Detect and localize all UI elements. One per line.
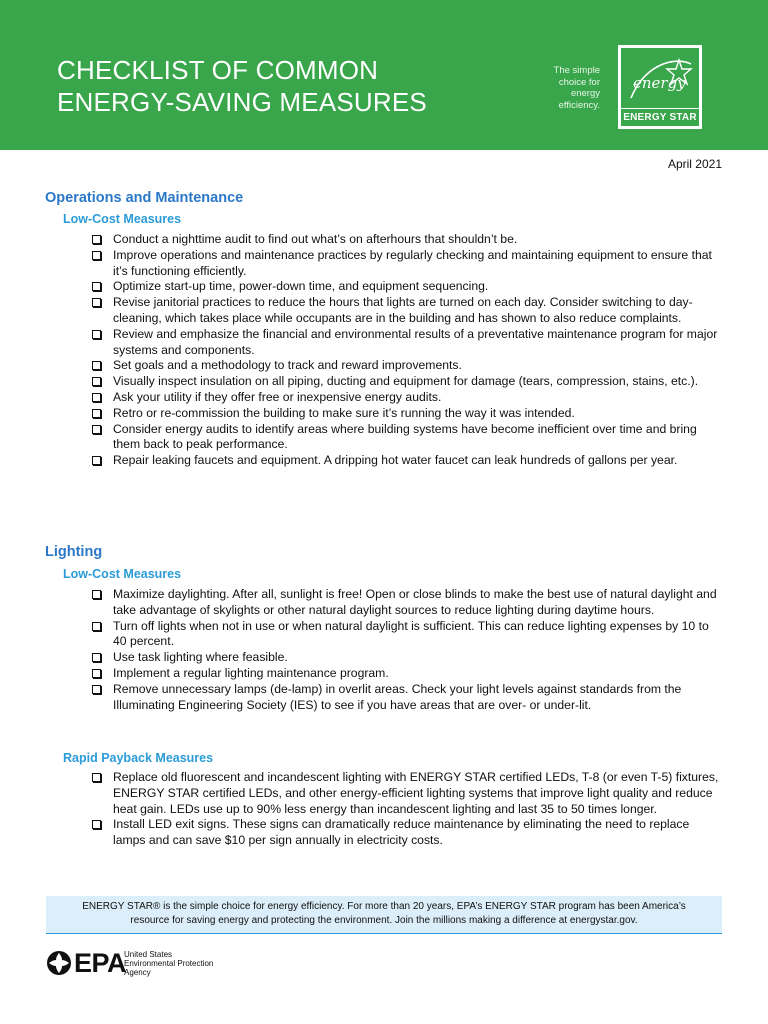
header-banner xyxy=(0,0,768,150)
checkbox-icon xyxy=(92,653,101,662)
checklist-item-text: Turn off lights when not in use or when natural daylight is sufficient. This can reduce lighting expenses by 10 to 40 percent. xyxy=(113,618,709,649)
checklist-item-text: Replace old fluorescent and incandescent lighting with ENERGY STAR certified LEDs, T-8 (or even T-5) fixtures, ENERGY STAR certified LEDs, and other energy-efficient lighting systems that improve light quality and reduce heat gain. LEDs use up to 90% less energy than incandescent lighting and last 35 to 50 times longer. xyxy=(113,770,719,816)
checklist-item-text: Review and emphasize the financial and environmental results of a preventative maintenance program for major systems and components. xyxy=(113,326,718,357)
checklist-item-text: Implement a regular lighting maintenance program. xyxy=(113,665,389,680)
checkbox-icon xyxy=(92,235,101,244)
checklist-item xyxy=(92,232,724,248)
checklist-item-text: Use task lighting where feasible. xyxy=(113,650,288,665)
checkbox-icon xyxy=(92,773,101,782)
energy-star-logo xyxy=(618,45,702,129)
checklist-item xyxy=(92,295,724,327)
checklist-item xyxy=(92,587,724,619)
epa-flower-icon xyxy=(46,950,72,976)
checkbox-icon xyxy=(92,330,101,339)
checkbox-icon xyxy=(92,456,101,465)
section-title-lighting: Lighting xyxy=(45,544,103,560)
title-line-2: ENERGY-SAVING MEASURES xyxy=(57,87,427,117)
subheading-operations-low-cost: Low-Cost Measures xyxy=(63,212,182,226)
epa-wordmark: EPA xyxy=(74,948,127,978)
checklist-item xyxy=(92,817,724,849)
checklist-item-text: Visually inspect insulation on all piping, ducting and equipment for damage (tears, compression, stains, etc.). xyxy=(113,374,699,389)
checklist-item-text: Repair leaking faucets and equipment. A dripping hot water faucet can leak hundreds of gallons per year. xyxy=(113,453,678,468)
checklist-item-text: Retro or re-commission the building to make sure it’s running the way it was intended. xyxy=(113,405,575,420)
tagline-line-1: The simple xyxy=(553,65,600,76)
checkbox-icon xyxy=(92,669,101,678)
checklist-item xyxy=(92,453,724,469)
checklist-item-text: Revise janitorial practices to reduce the hours that lights are turned on each day. Consider switching to day-cleaning, which takes place while occupants are in the building and has shown to also reduce complaints. xyxy=(113,295,693,325)
energy-star-tagline xyxy=(520,65,600,111)
title-line-1: CHECKLIST OF COMMON xyxy=(57,55,379,85)
agency-line-1: United States xyxy=(124,950,173,959)
epa-agency-name xyxy=(124,950,244,977)
checklist-item xyxy=(92,619,724,651)
checklist-item-text: Improve operations and maintenance practices by regularly checking and maintaining equipment to ensure that it’s functioning efficiently. xyxy=(113,247,712,278)
energy-script-mark: energy xyxy=(633,74,686,92)
energy-star-label: ENERGY STAR xyxy=(621,108,699,126)
tagline-line-3: energy xyxy=(570,88,600,99)
checkbox-icon xyxy=(92,361,101,370)
footer-line-1: ENERGY STAR® is the simple choice for energy efficiency. For more than 20 years, EPA’s ENERGY STAR program has been America’s xyxy=(82,901,686,912)
checklist-item xyxy=(92,650,724,666)
section-title-operations: Operations and Maintenance xyxy=(45,190,244,206)
checkbox-icon xyxy=(92,377,101,386)
checkbox-icon xyxy=(92,393,101,402)
checklist-item-text: Ask your utility if they offer free or inexpensive energy audits. xyxy=(113,389,442,404)
checkbox-icon xyxy=(92,590,101,599)
tagline-line-4: efficiency. xyxy=(558,99,600,111)
checklist-item-text: Remove unnecessary lamps (de-lamp) in overlit areas. Check your light levels against standards from the Illuminating Engineering Society (IES) to see if you have areas that are over- or under-lit. xyxy=(113,681,682,712)
checkbox-icon xyxy=(92,425,101,434)
page-title xyxy=(57,54,427,118)
publication-date: April 2021 xyxy=(667,157,722,171)
agency-line-3: Agency xyxy=(124,968,151,977)
checklist-item-text: Optimize start-up time, power-down time, and equipment sequencing. xyxy=(113,279,489,294)
checklist-item xyxy=(92,770,724,817)
footer-line-2: resource for saving energy and protecting the environment. Join the millions making a difference at energystar.gov. xyxy=(130,915,638,926)
checklist-item-text: Consider energy audits to identify areas where building systems have become inefficient over time and bring them back to peak performance. xyxy=(113,421,697,452)
checklist-item xyxy=(92,422,724,454)
checkbox-icon xyxy=(92,820,101,829)
checklist-item xyxy=(92,279,724,295)
checklist-item xyxy=(92,327,724,359)
checklist-item xyxy=(92,406,724,422)
checklist-item xyxy=(92,390,724,406)
checkbox-icon xyxy=(92,282,101,291)
subheading-lighting-rapid-payback: Rapid Payback Measures xyxy=(63,751,214,765)
subheading-lighting-low-cost: Low-Cost Measures xyxy=(63,567,182,581)
checklist-item-text: Conduct a nighttime audit to find out what’s on afterhours that shouldn’t be. xyxy=(113,232,518,246)
energy-star-footer-note xyxy=(46,896,722,934)
tagline-line-2: choice for xyxy=(558,76,600,88)
agency-line-2: Environmental Protection xyxy=(124,959,214,968)
checklist-item-text: Maximize daylighting. After all, sunlight is free! Open or close blinds to make the best use of natural daylight and take advantage of skylights or other natural daylight sources to reduce lighting during daytime hours. xyxy=(113,587,717,617)
checklist-operations xyxy=(92,232,724,469)
checkbox-icon xyxy=(92,409,101,418)
checklist-item-text: Set goals and a methodology to track and reward improvements. xyxy=(113,358,462,373)
checkbox-icon xyxy=(92,622,101,631)
checklist-item-text: Install LED exit signs. These signs can dramatically reduce maintenance by eliminating the need to replace lamps and can save $10 per sign annually in electricity costs. xyxy=(113,817,690,848)
checklist-lighting-low-cost xyxy=(92,587,724,713)
checkbox-icon xyxy=(92,298,101,307)
checklist-item xyxy=(92,374,724,390)
checklist-item xyxy=(92,682,724,714)
checklist-item xyxy=(92,358,724,374)
checklist-lighting-rapid-payback xyxy=(92,770,724,849)
checklist-item xyxy=(92,666,724,682)
energy-star-emblem-icon xyxy=(625,54,695,106)
checkbox-icon xyxy=(92,251,101,260)
checklist-item xyxy=(92,248,724,280)
checkbox-icon xyxy=(92,685,101,694)
